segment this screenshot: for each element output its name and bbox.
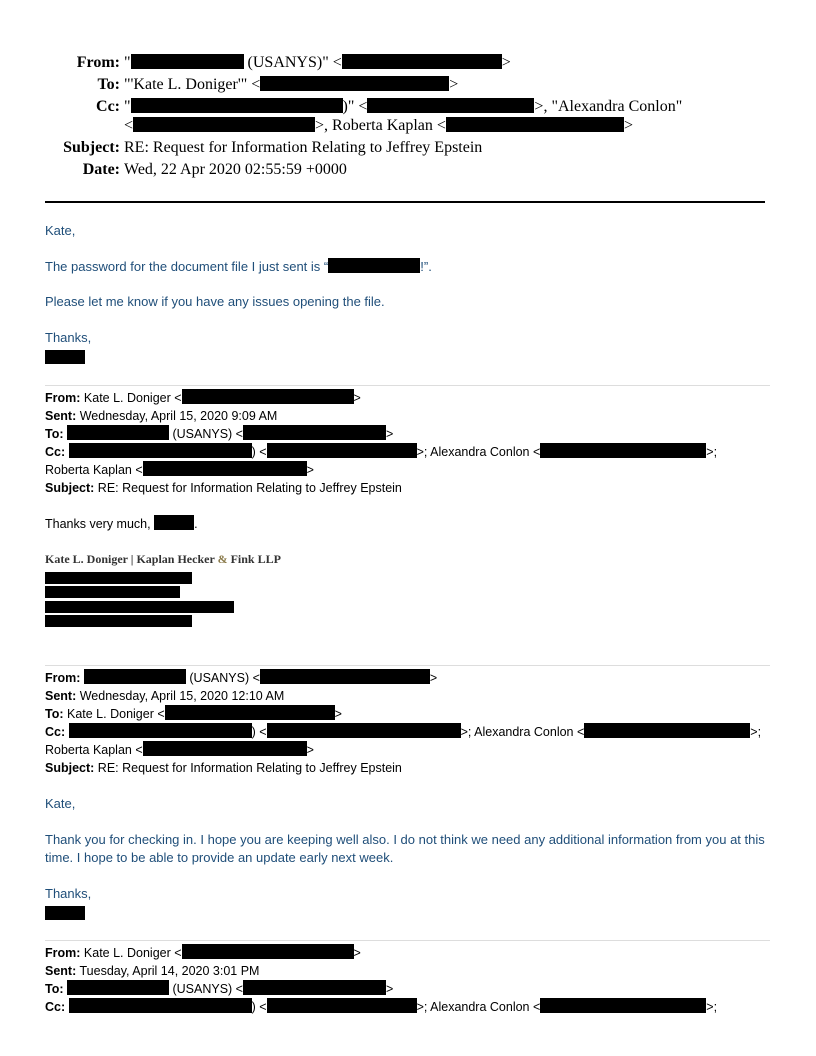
redaction [131, 54, 244, 69]
separator [45, 940, 770, 941]
msg3-greeting: Kate, [45, 796, 76, 811]
redaction [45, 572, 192, 584]
msg1-greeting: Kate, [45, 223, 76, 238]
meta2-cc: Cc: ) < >; Alexandra Conlon < >; [45, 725, 762, 739]
msg2-thanks: Thanks very much, . [45, 517, 198, 531]
redaction [133, 117, 315, 132]
header-cc-row: Cc: " )" < >, "Alexandra Conlon" [0, 97, 816, 117]
meta2-roberta: Roberta Kaplan < > [45, 743, 314, 757]
redaction [267, 443, 417, 458]
redaction [267, 723, 461, 738]
header-cc-row-2: < >, Roberta Kaplan < > [124, 117, 633, 134]
redaction [67, 425, 169, 440]
meta3-sent: Sent: Tuesday, April 14, 2020 3:01 PM [45, 964, 260, 978]
redaction [45, 906, 85, 920]
date-text: Wed, 22 Apr 2020 02:55:59 +0000 [124, 161, 347, 178]
redaction [182, 944, 354, 959]
redaction [143, 461, 307, 476]
redaction [131, 98, 343, 113]
redaction [367, 98, 534, 113]
meta2-subject: Subject: RE: Request for Information Relating to Jeffrey Epstein [45, 761, 402, 775]
header-subject-row [0, 138, 816, 158]
meta3-cc: Cc: ) < >; Alexandra Conlon < >; [45, 1000, 718, 1014]
redaction [143, 741, 307, 756]
separator [45, 665, 770, 666]
cc-label: Cc: [96, 98, 120, 115]
redaction [84, 669, 186, 684]
meta2-to: To: Kate L. Doniger < > [45, 707, 342, 721]
meta1-roberta: Roberta Kaplan < > [45, 463, 314, 477]
header-date-row [0, 160, 816, 180]
redaction [584, 723, 750, 738]
redaction [328, 258, 420, 273]
msg1-password-line: The password for the document file I just sent is “ !”. [45, 259, 432, 274]
redaction [45, 586, 180, 598]
to-label: To: [97, 76, 120, 93]
meta1-cc: Cc: ) < >; Alexandra Conlon < >; [45, 445, 718, 459]
redaction [260, 76, 449, 91]
redaction [540, 443, 706, 458]
header-to-row: To: "'Kate L. Doniger'" < > [0, 75, 816, 95]
redaction [243, 425, 386, 440]
redaction [45, 615, 192, 627]
redaction [540, 998, 706, 1013]
redaction [165, 705, 335, 720]
meta1-from: From: Kate L. Doniger < > [45, 391, 361, 405]
msg3-thanks: Thanks, [45, 886, 92, 901]
separator [45, 385, 770, 386]
msg1-thanks: Thanks, [45, 330, 92, 345]
redaction [243, 980, 386, 995]
redaction [69, 443, 252, 458]
meta1-to: To: (USANYS) < > [45, 427, 394, 441]
header-divider [45, 201, 765, 203]
msg1-line2: Please let me know if you have any issues opening the file. [45, 294, 385, 309]
redaction [67, 980, 169, 995]
redaction [342, 54, 502, 69]
date-label: Date: [82, 161, 120, 178]
redaction [45, 350, 85, 364]
meta1-sent: Sent: Wednesday, April 15, 2020 9:09 AM [45, 409, 278, 423]
redaction [446, 117, 624, 132]
meta3-to: To: (USANYS) < > [45, 982, 394, 996]
from-label: From: [76, 54, 120, 71]
meta2-sent: Sent: Wednesday, April 15, 2020 12:10 AM [45, 689, 285, 703]
redaction [45, 601, 234, 613]
signature-line: Kate L. Doniger | Kaplan Hecker & Fink LLP [45, 552, 281, 566]
header-from-row: From: " (USANYS)" < > [0, 53, 816, 73]
meta3-from: From: Kate L. Doniger < > [45, 946, 361, 960]
subject-label: Subject: [63, 139, 120, 156]
redaction [260, 669, 430, 684]
meta2-from: From: (USANYS) < > [45, 671, 438, 685]
meta1-subject: Subject: RE: Request for Information Relating to Jeffrey Epstein [45, 481, 402, 495]
redaction [182, 389, 354, 404]
redaction [69, 998, 252, 1013]
redaction [69, 723, 252, 738]
redaction [154, 515, 194, 530]
subject-text: RE: Request for Information Relating to Jeffrey Epstein [124, 139, 483, 156]
msg3-body: Thank you for checking in. I hope you are keeping well also. I do not think we need any additional information from you at this time. I hope to be able to provide an update early next week. [45, 832, 765, 865]
redaction [267, 998, 417, 1013]
